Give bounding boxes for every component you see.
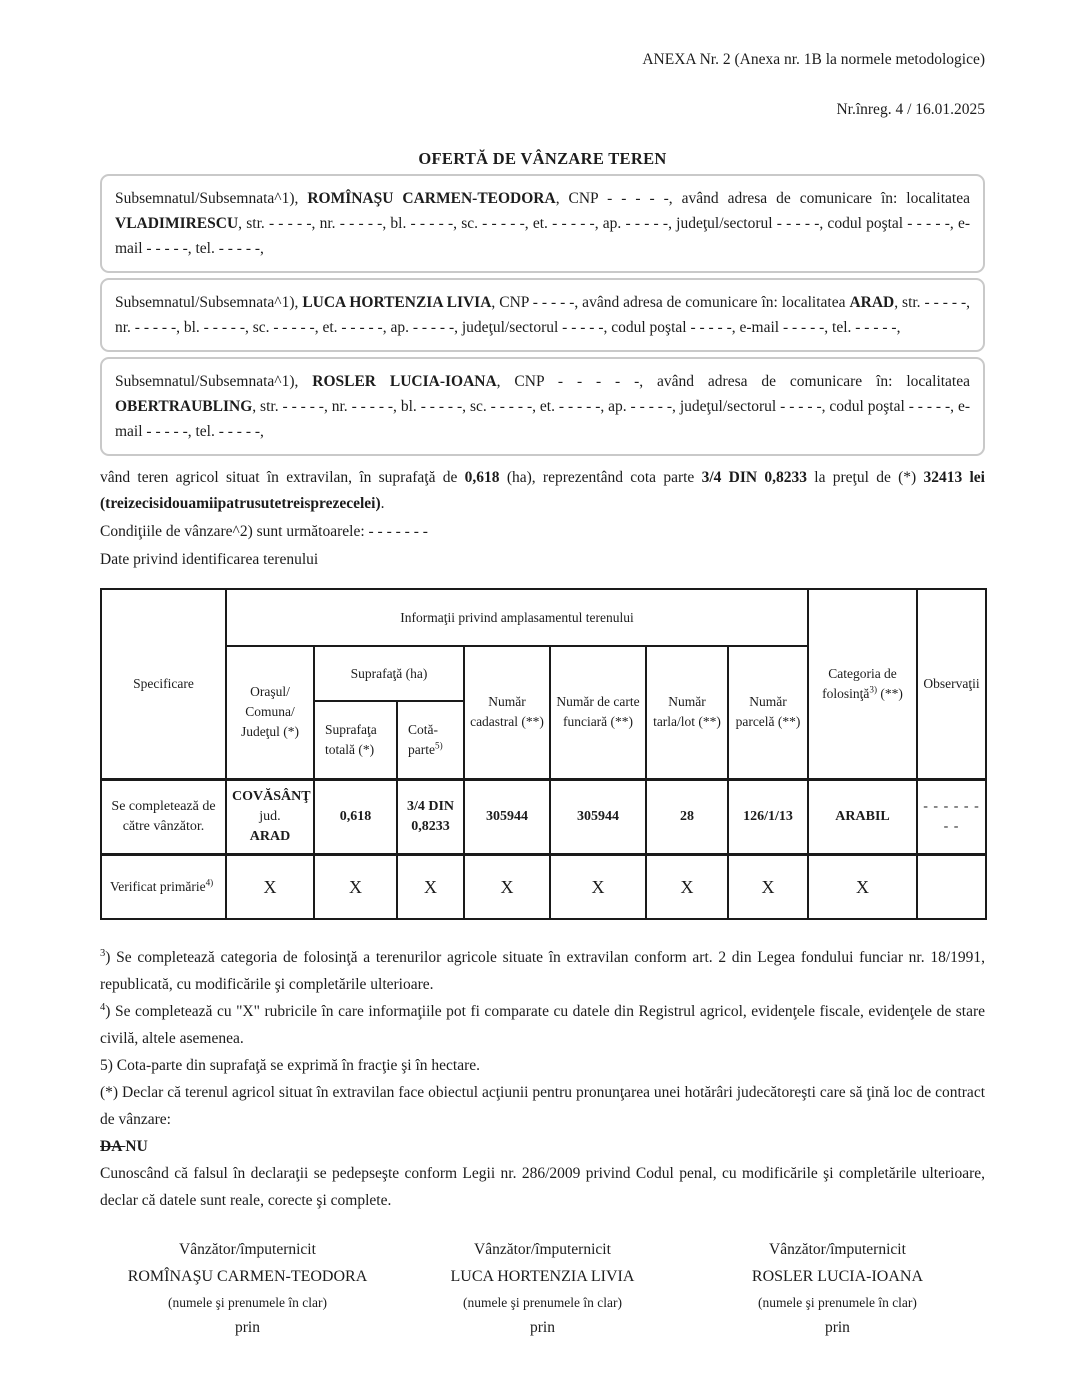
- seller-observations-value: - - - - - - - -: [917, 779, 986, 854]
- verify-mark-area-total: X: [314, 854, 397, 919]
- verify-mark-tarla: X: [646, 854, 728, 919]
- header-parcela: Număr parcelă (**): [728, 646, 808, 779]
- final-declaration: Cunoscând că falsul în declaraţii se pedepseşte conform Legii nr. 286/2009 privind Codul penal, cu modificările şi completările ulterioare, declar că datele sunt reale, corecte şi complete.: [100, 1165, 985, 1209]
- signer-name: LUCA HORTENZIA LIVIA: [450, 1268, 635, 1285]
- header-tarla-lot: Număr tarla/lot (**): [646, 646, 728, 779]
- verify-mark-cadastral: X: [464, 854, 550, 919]
- annex-header-line: ANEXA Nr. 2 (Anexa nr. 1B la normele metodologice): [642, 51, 985, 68]
- verify-mark-city: X: [226, 854, 314, 919]
- declarant-box-3: Subsemnatul/Subsemnata^1), ROSLER LUCIA-IOANA, CNP - - - - -, având adresa de comunicare în: localitatea OBERTRAUBLING, str. - - - - -, nr. - - - - -, bl. - - - - -, sc. - - - - -, et. - - - - -, ap. - - - - -, judeţul/sectorul - - - - -, codul poştal - - - - -, e-mail - - - - -, tel. - - - - -,: [100, 357, 985, 456]
- seller-city-value: COVĂSÂNŢ jud. ARAD: [226, 779, 314, 854]
- verify-row: [101, 854, 986, 919]
- header-specificare: Specificare: [101, 589, 226, 779]
- seller-share-value: 3/4 DIN 0,8233: [397, 779, 464, 854]
- header-suprafata-group: Suprafaţă (ha): [314, 646, 464, 701]
- footnote-5: 5) Cota-parte din suprafaţă se exprimă în fracţie şi în hectare.: [100, 1057, 481, 1074]
- verify-mark-parcel: X: [728, 854, 808, 919]
- signer-name-note: (numele şi prenumele în clar): [168, 1295, 327, 1310]
- signer-role-label: Vânzător/împuternicit: [474, 1241, 611, 1258]
- signature-block-3: [690, 1240, 985, 1338]
- da-nu-line: DA NU: [100, 1138, 148, 1155]
- header-numar-cadastral: Număr cadastral (**): [464, 646, 550, 779]
- signer-name-note: (numele şi prenumele în clar): [757, 1295, 917, 1310]
- header-suprafata-totala: Suprafaţa totală (*): [314, 701, 397, 779]
- header-carte-funciara: Număr de carte funciară (**): [550, 646, 646, 779]
- seller-land-book-value: 305944: [550, 779, 646, 854]
- seller-parcel-value: 126/1/13: [728, 779, 808, 854]
- footnote-star-declaration: (*) Declar că terenul agricol situat în extravilan face obiectul acţiunii pentru pronunţarea unei hotărâri judecătoreşti care să ţină loc de contract de vânzare:: [100, 1084, 985, 1128]
- header-cota-parte: Cotă-parte$^{5)}$: [397, 701, 464, 779]
- signatures-section: [100, 1240, 985, 1338]
- footnote-3: $^3$) Se completează categoria de folosinţă a terenurilor agricole situate în extravilan conform art. 2 din Legea fondului funciar nr. 18/1991, republicată, cu modificările şi completările ulterioare.: [100, 947, 985, 993]
- signature-block-2: [395, 1240, 690, 1338]
- seller-row-label: Se completează de către vânzător.: [101, 779, 226, 854]
- verify-mark-share: X: [397, 854, 464, 919]
- signer-role-label: Vânzător/împuternicit: [769, 1241, 906, 1258]
- signer-name: ROMÎNAŞU CARMEN-TEODORA: [127, 1268, 368, 1285]
- sale-paragraph: vând teren agricol situat în extravilan, în suprafaţă de 0,618 (ha), reprezentând cota parte 3/4 DIN 0,8233 la preţul de (*) 32413 lei (treizecisidouamiipatrusutetreisprezecelei).: [100, 469, 985, 512]
- signer-name: ROSLER LUCIA-IOANA: [751, 1268, 924, 1285]
- declarant-box-2: Subsemnatul/Subsemnata^1), LUCA HORTENZIA LIVIA, CNP - - - - -, având adresa de comunicare în: localitatea ARAD, str. - - - - -, nr. - - - - -, bl. - - - - -, sc. - - - - -, et. - - - - -, ap. - - - - -, judeţul/sectorul - - - - -, codul poştal - - - - -, e-mail - - - - -, tel. - - - - -,: [100, 278, 985, 352]
- declarant-box-1: Subsemnatul/Subsemnata^1), ROMÎNAŞU CARMEN-TEODORA, CNP - - - - -, având adresa de comunicare în: localitatea VLADIMIRESCU, str. - - - - -, nr. - - - - -, bl. - - - - -, sc. - - - - -, et. - - - - -, ap. - - - - -, judeţul/sectorul - - - - -, codul poştal - - - - -, e-mail - - - - -, tel. - - - - -,: [100, 174, 985, 273]
- signer-prin-label: prin: [235, 1319, 260, 1336]
- signer-prin-label: prin: [824, 1319, 850, 1336]
- seller-area-total-value: 0,618: [314, 779, 397, 854]
- seller-data-row: [101, 779, 986, 854]
- footnote-4: $^4$) Se completează cu "X" rubricile în care informaţiile pot fi comparate cu datele din Registrul agricol, evidenţele fiscale, evidenţele de stare civilă, altele asemenea.: [100, 1001, 985, 1047]
- verify-row-label: Verificat primărie$^{4)}$: [101, 854, 226, 919]
- seller-tarla-value: 28: [646, 779, 728, 854]
- verify-mark-category: X: [808, 854, 917, 919]
- header-observatii: Observaţii: [917, 589, 986, 779]
- seller-cadastral-value: 305944: [464, 779, 550, 854]
- conditions-line: Condiţiile de vânzare^2) sunt următoarele: - - - - - - -: [100, 523, 428, 540]
- header-oras-comuna-judet: Oraşul/ Comuna/ Judeţul (*): [226, 646, 314, 779]
- signer-role-label: Vânzător/împuternicit: [179, 1241, 316, 1258]
- footnotes-section: [100, 944, 985, 1214]
- signature-block-1: [100, 1240, 395, 1338]
- page-title: OFERTĂ DE VÂNZARE TEREN: [418, 149, 667, 168]
- land-data-heading: Date privind identificarea terenului: [100, 551, 319, 568]
- signer-name-note: (numele şi prenumele în clar): [463, 1295, 622, 1310]
- header-categoria-folosinta: Categoria de folosinţă$^{3)}$ (**): [808, 589, 917, 779]
- verify-mark-land-book: X: [550, 854, 646, 919]
- signer-prin-label: prin: [529, 1319, 555, 1336]
- seller-category-value: ARABIL: [808, 779, 917, 854]
- table-header-row-1: [101, 589, 986, 646]
- verify-observations-empty: [917, 854, 986, 919]
- registration-number-line: Nr.înreg. 4 / 16.01.2025: [836, 101, 985, 118]
- land-identification-table: [100, 588, 987, 920]
- header-info-amplasament: Informaţii privind amplasamentul terenului: [226, 589, 808, 646]
